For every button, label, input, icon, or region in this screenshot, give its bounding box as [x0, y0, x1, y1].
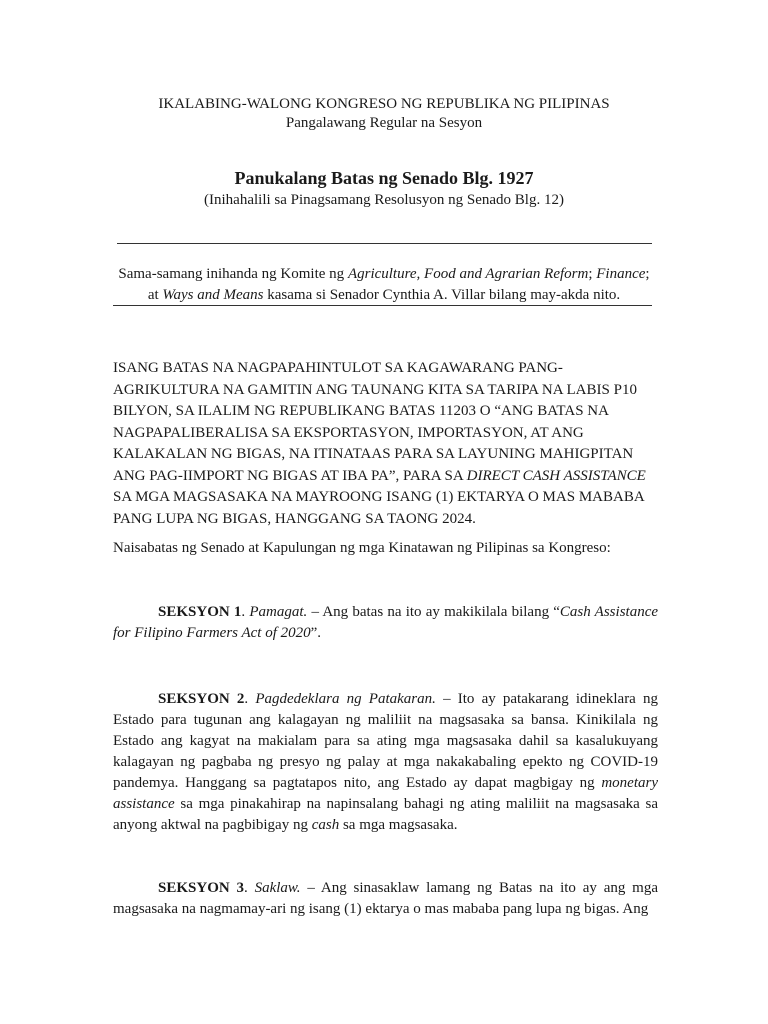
section-text: – Ang sinasaklaw lamang ng Batas na ito ay ang mga magsasaka na nagmamay-ari ng isang (1) ektarya o mas mababa pang lupa ng bigas. Ang [113, 880, 658, 917]
prepared-author: kasama si Senador Cynthia A. Villar bilang may-akda nito. [263, 287, 621, 303]
section-heading: Saklaw. [254, 880, 301, 896]
committee-finance: Finance [596, 266, 646, 282]
enacting-clause: Naisabatas ng Senado at Kapulungan ng mga Kinatawan ng Pilipinas sa Kongreso: [113, 540, 611, 556]
divider-bottom [113, 305, 652, 306]
section-italic: monetary assistance [113, 775, 658, 812]
section-label: SEKSYON 1 [158, 604, 242, 620]
prepared-at: at [147, 287, 163, 303]
act-title-italic: DIRECT CASH ASSISTANCE [466, 467, 646, 484]
act-title-part2: SA MGA MAGSASAKA NA MAYROONG ISANG (1) EKTARYA O MAS MABABA PANG LUPA NG BIGAS, HANGGANG SA TAONG 2024. [113, 489, 644, 527]
section-dot: . [244, 880, 255, 896]
section-text: – Ito ay patakarang idineklara ng Estado para tugunan ang kalagayan ng maliliit na magsasaka sa bansa. Kinikilala ng Estado ang kagyat na makialam para sa ating mga magsasaka dahil sa kasalukuyang kalagayan ng pagbaba ng presyo ng palay at mga nakakabaling epekto ng COVID-19 pandemya. Hanggang sa pagtatapos nito, ang Estado ay dapat magbigay ng [113, 691, 659, 791]
section-text: ”. [310, 625, 322, 641]
section-heading: Pagdedeklara ng Patakaran. [255, 691, 436, 707]
section-text: sa mga pinakahirap na napinsalang bahagi ng ating maliliit na magsasaka sa anyong aktwal na pagbibigay ng [113, 796, 658, 833]
congress-heading: IKALABING-WALONG KONGRESO NG REPUBLIKA NG PILIPINAS [158, 96, 610, 112]
section-label: SEKSYON 2 [158, 691, 245, 707]
prepared-separator: ; [588, 266, 597, 282]
section-text: – Ang batas na ito ay makikilala bilang “ [307, 604, 560, 620]
section-italic: cash [311, 817, 340, 833]
section-label: SEKSYON 3 [158, 880, 245, 896]
session-heading: Pangalawang Regular na Sesyon [285, 115, 483, 131]
section-dot: . [244, 691, 256, 707]
section-2 [113, 689, 658, 836]
prepared-semicolon: ; [645, 266, 650, 282]
section-3 [113, 878, 658, 920]
act-title-part1: ISANG BATAS NA NAGPAPAHINTULOT SA KAGAWARANG PANG-AGRIKULTURA NA GAMITIN ANG TAUNANG KITA SA TARIPA NA LABIS P10 BILYON, SA ILALIM NG REPUBLIKANG BATAS 11203 O “ANG BATAS NA NAGPAPALIBERALISA SA EKSPORTASYON, IMPORTASYON, AT ANG KALAKALAN NG BIGAS, NA ITINATAAS PARA SA LAYUNING MAHIGPITAN ANG PAG-IIMPORT NG BIGAS AT IBA PA”, PARA SA [113, 360, 637, 484]
committee-agriculture: Agriculture, Food and Agrarian Reform [347, 266, 589, 282]
prepared-by-note [110, 264, 658, 306]
bill-subtitle: (Inihahalili sa Pinagsamang Resolusyon ng Senado Blg. 12) [204, 192, 564, 208]
section-heading: Pamagat. [249, 604, 308, 620]
section-italic: Cash Assistance for Filipino Farmers Act of 2020 [113, 604, 659, 641]
section-dot: . [241, 604, 250, 620]
section-1 [113, 602, 658, 644]
section-text: sa mga magsasaka. [339, 817, 458, 833]
bill-title: Panukalang Batas ng Senado Blg. 1927 [234, 168, 534, 188]
divider-top [117, 243, 652, 244]
act-title [113, 358, 658, 530]
committee-ways-means: Ways and Means [162, 287, 264, 303]
prepared-text: Sama-samang inihanda ng Komite ng [118, 266, 348, 282]
